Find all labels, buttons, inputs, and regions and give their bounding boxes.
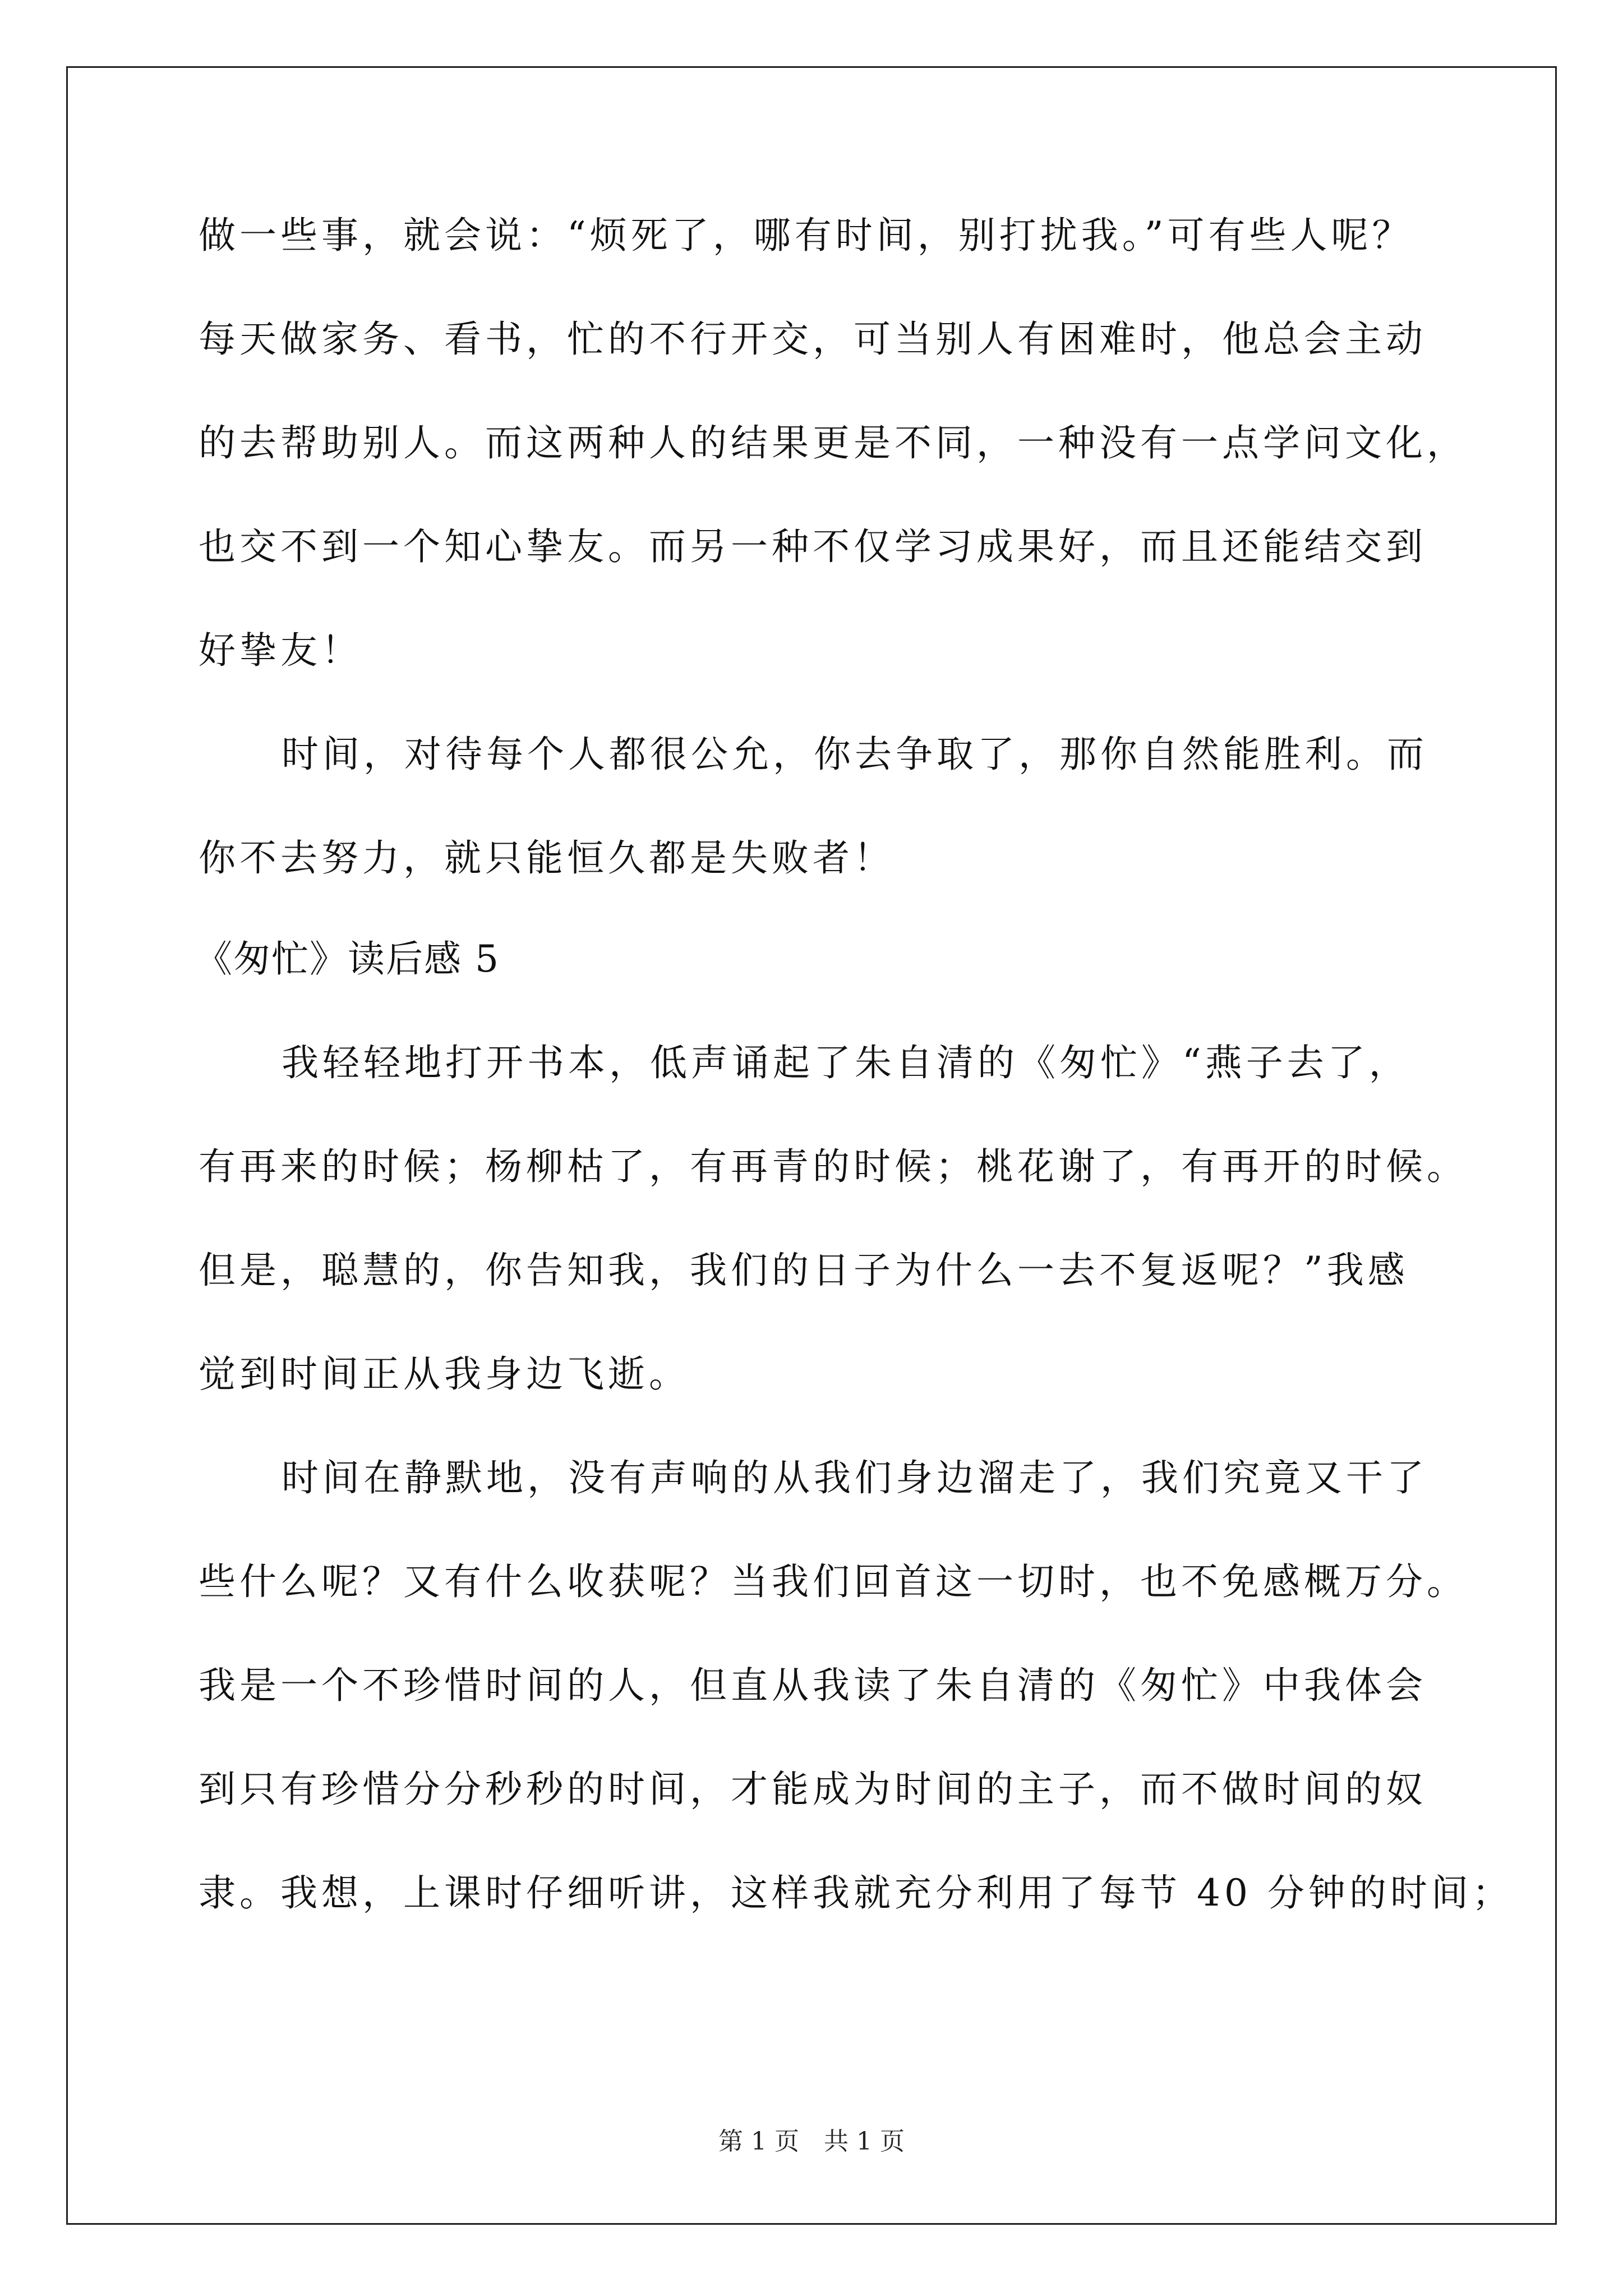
text-line: 但是，聪慧的，你告知我，我们的日子为什么一去不复返呢？”我感 bbox=[199, 1249, 1409, 1292]
paragraph-first-line: 我轻轻地打开书本，低声诵起了朱自清的《匆忙》“燕子去了， bbox=[282, 1041, 1410, 1084]
text-line: 好挚友！ bbox=[199, 629, 362, 672]
section-heading: 《匆忙》读后感 5 bbox=[195, 937, 500, 981]
paragraph-first-line: 时间在静默地，没有声响的从我们身边溜走了，我们究竟又干了 bbox=[282, 1456, 1428, 1499]
text-line: 些什么呢？又有什么收获呢？当我们回首这一切时，也不免感概万分。 bbox=[199, 1560, 1468, 1603]
paragraph-first-line: 时间，对待每个人都很公允，你去争取了，那你自然能胜利。而 bbox=[282, 733, 1428, 776]
text-line: 到只有珍惜分分秒秒的时间，才能成为时间的主子，而不做时间的奴 bbox=[199, 1768, 1427, 1811]
text-line: 觉到时间正从我身边飞逝。 bbox=[199, 1352, 690, 1396]
text-line: 你不去努力，就只能恒久都是失败者！ bbox=[199, 836, 895, 880]
text-line: 每天做家务、看书，忙的不行开交，可当别人有困难时，他总会主动 bbox=[199, 318, 1427, 361]
text-line: 也交不到一个知心挚友。而另一种不仅学习成果好，而且还能结交到 bbox=[199, 525, 1427, 568]
text-line: 隶。我想，上课时仔细听讲，这样我就充分利用了每节 40 分钟的时间； bbox=[199, 1871, 1513, 1915]
text-line: 的去帮助别人。而这两种人的结果更是不同，一种没有一点学问文化， bbox=[199, 421, 1468, 464]
text-line: 我是一个不珍惜时间的人，但直从我读了朱自清的《匆忙》中我体会 bbox=[199, 1664, 1427, 1707]
page-footer: 第 1 页 共 1 页 bbox=[718, 2127, 905, 2156]
text-line: 做一些事，就会说：“烦死了，哪有时间，别打扰我。”可有些人呢？ bbox=[199, 214, 1413, 257]
text-line: 有再来的时候；杨柳枯了，有再青的时候；桃花谢了，有再开的时候。 bbox=[199, 1145, 1468, 1188]
